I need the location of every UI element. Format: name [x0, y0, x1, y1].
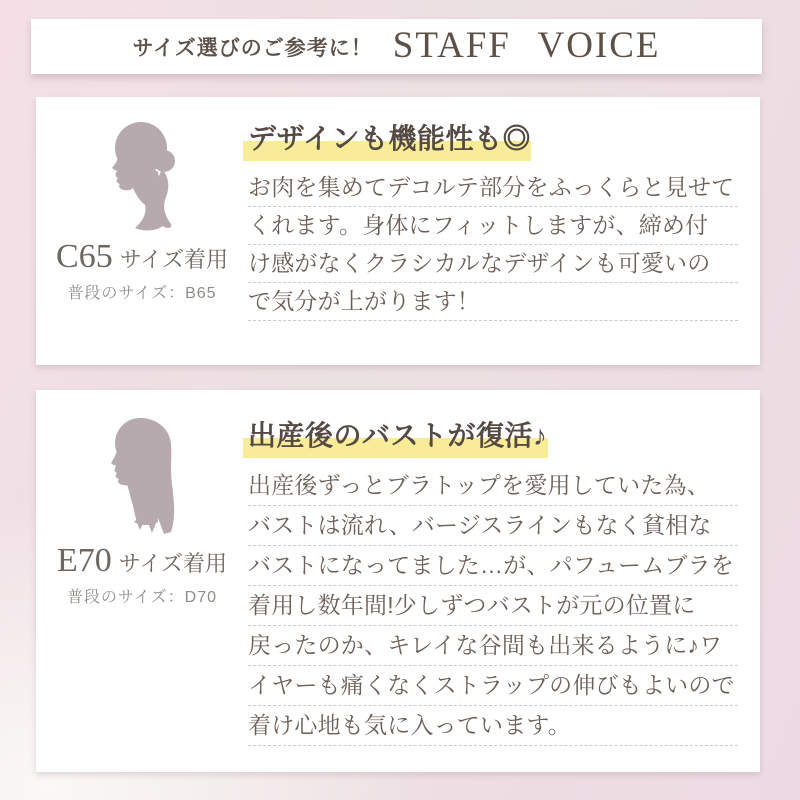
review-body-line: くれます。身体にフィットしますが、締め付: [248, 207, 738, 245]
review-body-line: 戻ったのか、キレイな谷間も出来るように♪ワ: [248, 626, 738, 666]
review-heading: [248, 416, 548, 456]
size-worn-label: サイズ着用: [118, 551, 228, 576]
review-heading-text: 出産後のバストが復活♪: [248, 420, 548, 451]
review-body-line: バストは流れ、バージスラインもなく貧相な: [248, 506, 738, 546]
size-worn-line: [56, 240, 228, 274]
header-banner: [31, 19, 762, 74]
size-worn-value: C65: [56, 238, 113, 275]
review-heading: [248, 119, 531, 159]
review-body-line: 出産後ずっとブラトップを愛用していた為、: [248, 466, 738, 506]
review-body: [248, 466, 738, 746]
size-worn-line: [57, 544, 227, 578]
review-card-2: [36, 390, 760, 772]
review-card-1: [36, 97, 760, 365]
reviewer-figure-column: [36, 117, 248, 365]
size-worn-label: サイズ着用: [119, 247, 228, 272]
review-text-column: [248, 117, 760, 365]
size-worn-value: E70: [56, 542, 112, 579]
review-heading-text: デザインも機能性も◎: [248, 123, 532, 154]
review-body-line: バストになってました…が、パフュームブラを: [248, 546, 738, 586]
review-body-line: で気分が上がります！: [248, 283, 738, 321]
review-body-line: 着け心地も気に入っています。: [248, 706, 738, 746]
reviewer-figure-column: [36, 414, 248, 772]
woman-silhouette-long-hair-icon: [106, 414, 178, 536]
usual-size-label: 普段のサイズ：D70: [66, 589, 218, 606]
review-body: [248, 169, 738, 321]
header-title: STAFF VOICE: [392, 25, 661, 66]
review-body-line: イヤーも痛くなくストラップの伸びもよいので: [248, 666, 738, 706]
review-text-column: [248, 414, 760, 772]
review-body-line: お肉を集めてデコルテ部分をふっくらと見せて: [248, 169, 738, 207]
header-subtitle: サイズ選びのご参考に！: [132, 36, 373, 60]
usual-size-label: 普段のサイズ：B65: [67, 285, 217, 302]
review-body-line: 着用し数年間!少しずつバストが元の位置に: [248, 586, 738, 626]
review-body-line: け感がなくクラシカルなデザインも可愛いの: [248, 245, 738, 283]
woman-silhouette-updo-icon: [106, 117, 178, 232]
